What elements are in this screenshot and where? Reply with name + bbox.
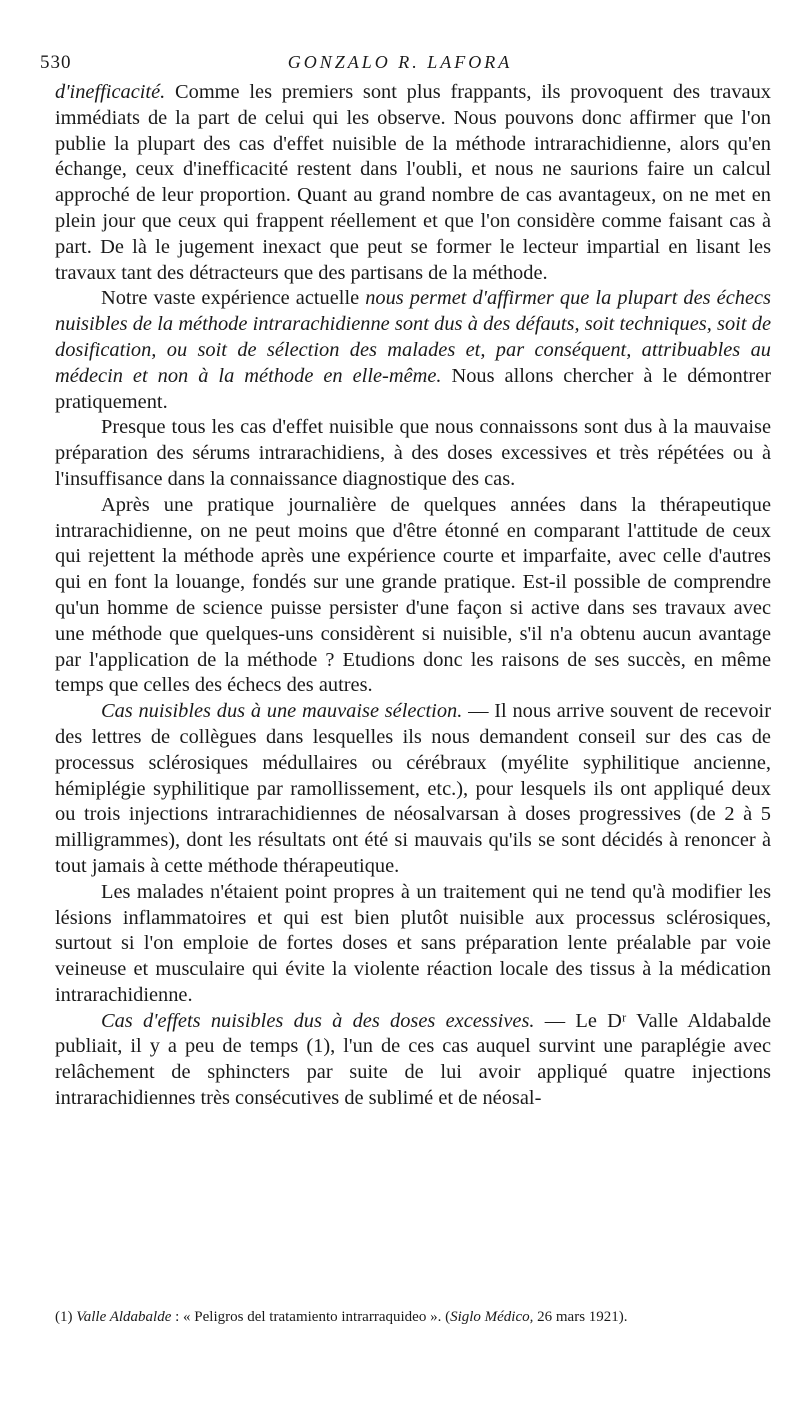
paragraph-2 xyxy=(55,286,771,415)
paragraph-5 xyxy=(55,699,771,880)
footnote-marker: (1) xyxy=(55,1309,77,1325)
footnote-text: : « Peligros del tratamiento intrarraquideo ». ( xyxy=(171,1309,451,1325)
footnote-date: 26 mars 1921). xyxy=(533,1309,628,1325)
paragraph-6: Les malades n'étaient point propres à un traitement qui ne tend qu'à modifier les lésions inflammatoires et qui est bien plutôt nuisible aux processus sclérosiques, surtout si l'on emploie de fortes doses et sans préparation lente préalable par voie veineuse et musculaire qui évite la violente réaction locale des tissus à la médication intrarachidienne. xyxy=(55,880,771,1006)
footnote xyxy=(55,1307,771,1327)
paragraph-2-lead: Notre vaste expérience actuelle xyxy=(101,287,366,310)
paragraph-7-text: — Le Dʳ Valle Aldabalde publiait, il y a peu de temps (1), l'un de ces cas auquel survint une paraplégie avec relâchement de sphincters par suite de lui avoir appliqué quatre injections intrarachidiennes très consécutives de sublimé et de néosal- xyxy=(55,1009,771,1110)
paragraph-2-tail: Nous allons chercher à le démontrer pratiquement. xyxy=(55,364,771,413)
paragraph-7 xyxy=(55,1009,771,1112)
page-number: 530 xyxy=(40,52,72,73)
paragraph-4: Après une pratique journalière de quelques années dans la thérapeutique intrarachidienne, on ne peut moins que d'être étonné en comparant l'attitude de ceux qui rejettent la méthode après une expérience courte et imparfaite, avec celle d'autres qui en font la louange, fondés sur une grande pratique. Est-il possible de comprendre qu'un homme de science puisse persister d'une façon si active dans ses travaux avec une méthode que quelques-uns considèrent si nuisible, s'il n'a obtenu aucun avantage par l'application de la méthode ? Etudions donc les raisons de ses succès, en même temps que celles des échecs des autres. xyxy=(55,493,771,697)
page-header xyxy=(40,52,760,78)
paragraph-1 xyxy=(55,80,771,286)
body-text xyxy=(55,80,771,1112)
paragraph-5-text: — Il nous arrive souvent de recevoir des lettres de collègues dans lesquelles ils nous demandent conseil sur des cas de processus sclérosiques médullaires ou cérébraux (myélite syphilitique ancienne, hémiplégie syphilitique par ramollissement, etc.), pour lesquels ils ont appliqué deux ou trois injections intrarachidiennes de néosalvarsan à doses progressives (de 2 à 5 milligrammes), dont les résultats ont été si mauvais qu'ils se sont décidés à renoncer à tout jamais à cette méthode thérapeutique. xyxy=(55,700,771,877)
section-heading-doses: Cas d'effets nuisibles dus à des doses excessives. xyxy=(101,1009,535,1032)
paragraph-2-italic: nous permet d'affirmer que la plupart des échecs nuisibles de la méthode intrarachidienne sont dus à des défauts, soit techniques, soit de dosification, ou soit de sélection des malades et, par conséquent, attribuables au médecin et non à la méthode en elle-même. xyxy=(55,287,771,387)
paragraph-1-text: Comme les premiers sont plus frappants, ils provoquent des travaux immédiats de la part de celui qui les observe. Nous pouvons donc affirmer que l'on publie la plupart des cas d'effet nuisible de la méthode intrarachidienne, alors qu'en échange, ceux d'inefficacité restent dans l'oubli, et nous ne saurions faire un calcul approché de leur proportion. Quant au grand nombre de cas avantageux, on ne met en plein jour que ceux qui frappent réellement et que l'on considère comme faisant cas à part. De là le jugement inexact que peut se former le lecteur impartial en lisant les travaux tant des détracteurs que des partisans de la méthode. xyxy=(55,81,771,284)
running-head: GONZALO R. LAFORA xyxy=(287,52,513,72)
paragraph-1-italic: d'inefficacité. xyxy=(55,81,166,103)
footnote-journal: Siglo Médico, xyxy=(450,1309,534,1325)
footnote-author: Valle Aldabalde xyxy=(76,1309,172,1325)
paragraph-3: Presque tous les cas d'effet nuisible que nous connaissons sont dus à la mauvaise préparation des sérums intrarachidiens, à des doses excessives et très répétées ou à l'insuffisance dans la connaissance diagnostique des cas. xyxy=(55,416,771,490)
section-heading-selection: Cas nuisibles dus à une mauvaise sélection. xyxy=(101,700,463,723)
